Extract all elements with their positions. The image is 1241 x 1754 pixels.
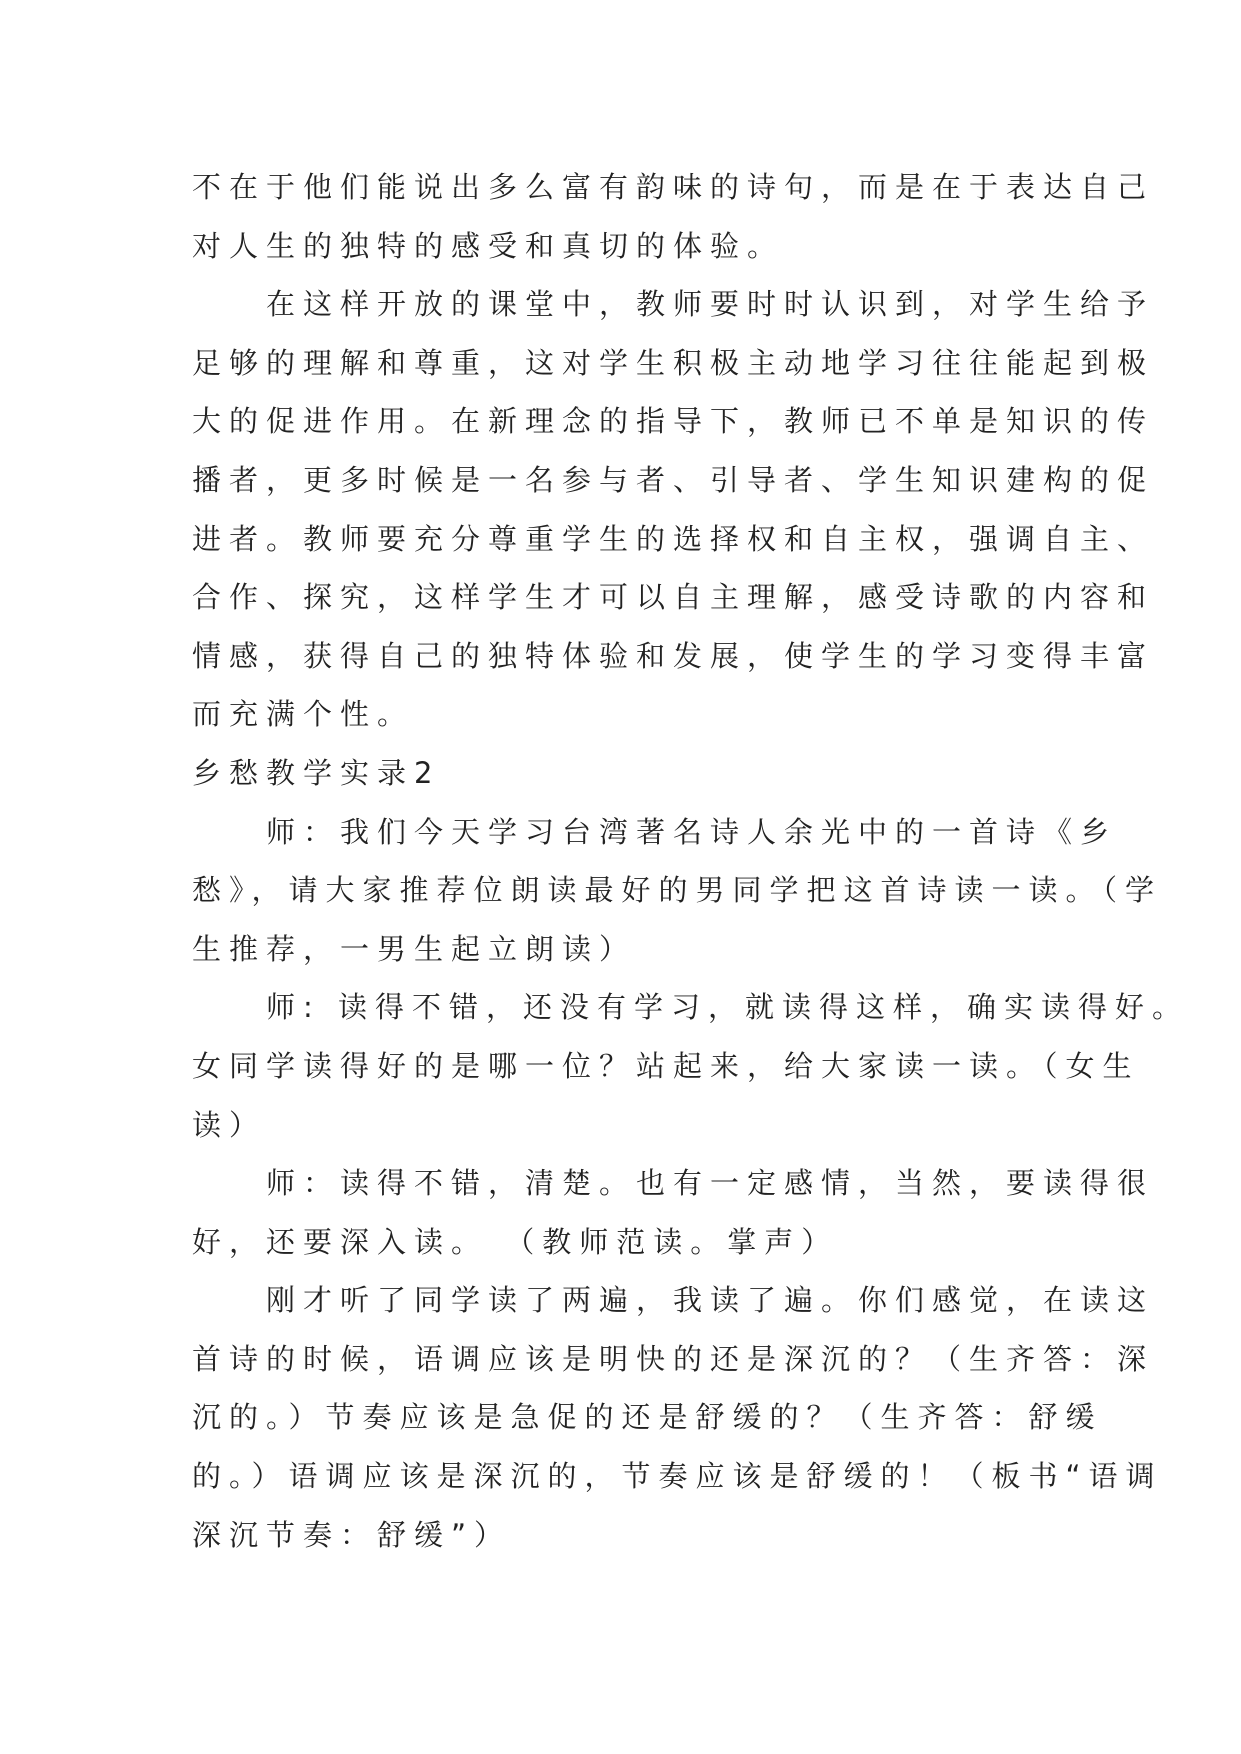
text-line: 而充满个性。 [192,697,415,732]
text-line: 进者。教师要充分尊重学生的选择权和自主权，强调自主、 [192,521,1155,556]
text-line: 刚才听了同学读了两遍，我读了遍。你们感觉，在读这 [266,1283,1155,1318]
text-line: 不在于他们能说出多么富有韵味的诗句，而是在于表达自己 [192,170,1155,204]
text-line: 对人生的独特的感受和真切的体验。 [192,228,785,263]
document-body [192,158,1189,1564]
text-line: 师：读得不错，清楚。也有一定感情，当然，要读得很 [266,1166,1155,1201]
text-line: 播者，更多时候是一名参与者、引导者、学生知识建构的促 [192,462,1155,497]
text-line: 师: 读得不错，还没有学习，就读得这样，确实读得好。 [266,990,1189,1025]
text-line: 沉的。）节奏应该是急促的还是舒缓的？（生齐答：舒缓 [192,1400,1103,1435]
text-line: 大的促进作用。在新理念的指导下，教师已不单是知识的传 [192,404,1155,439]
text-line: 愁》，请大家推荐位朗读最好的男同学把这首诗读一读。（学 [192,873,1163,908]
text-line: 生推荐，一男生起立朗读） [192,931,637,966]
text-line: 合作、探究，这样学生才可以自主理解，感受诗歌的内容和 [192,580,1155,615]
text-line: 乡愁教学实录2 [192,755,441,790]
text-line: 女同学读得好的是哪一位？站起来，给大家读一读。（女生 [192,1048,1140,1083]
text-line: 读） [192,1107,267,1142]
text-line: 足够的理解和尊重，这对学生积极主动地学习往往能起到极 [192,345,1155,380]
text-line: 的。）语调应该是深沉的，节奏应该是舒缓的！（板书“语调 [192,1459,1163,1494]
text-line: 在这样开放的课堂中，教师要时时认识到，对学生给予 [266,287,1155,322]
text-line: 首诗的时候，语调应该是明快的还是深沉的？（生齐答：深 [192,1341,1155,1376]
text-line: 师：我们今天学习台湾著名诗人余光中的一首诗《乡 [266,814,1118,849]
text-line: 情感，获得自己的独特体验和发展，使学生的学习变得丰富 [192,638,1155,673]
text-line: 深沉节奏：舒缓”） [192,1517,512,1552]
text-line: 好，还要深入读。 （教师范读。掌声） [192,1224,839,1259]
